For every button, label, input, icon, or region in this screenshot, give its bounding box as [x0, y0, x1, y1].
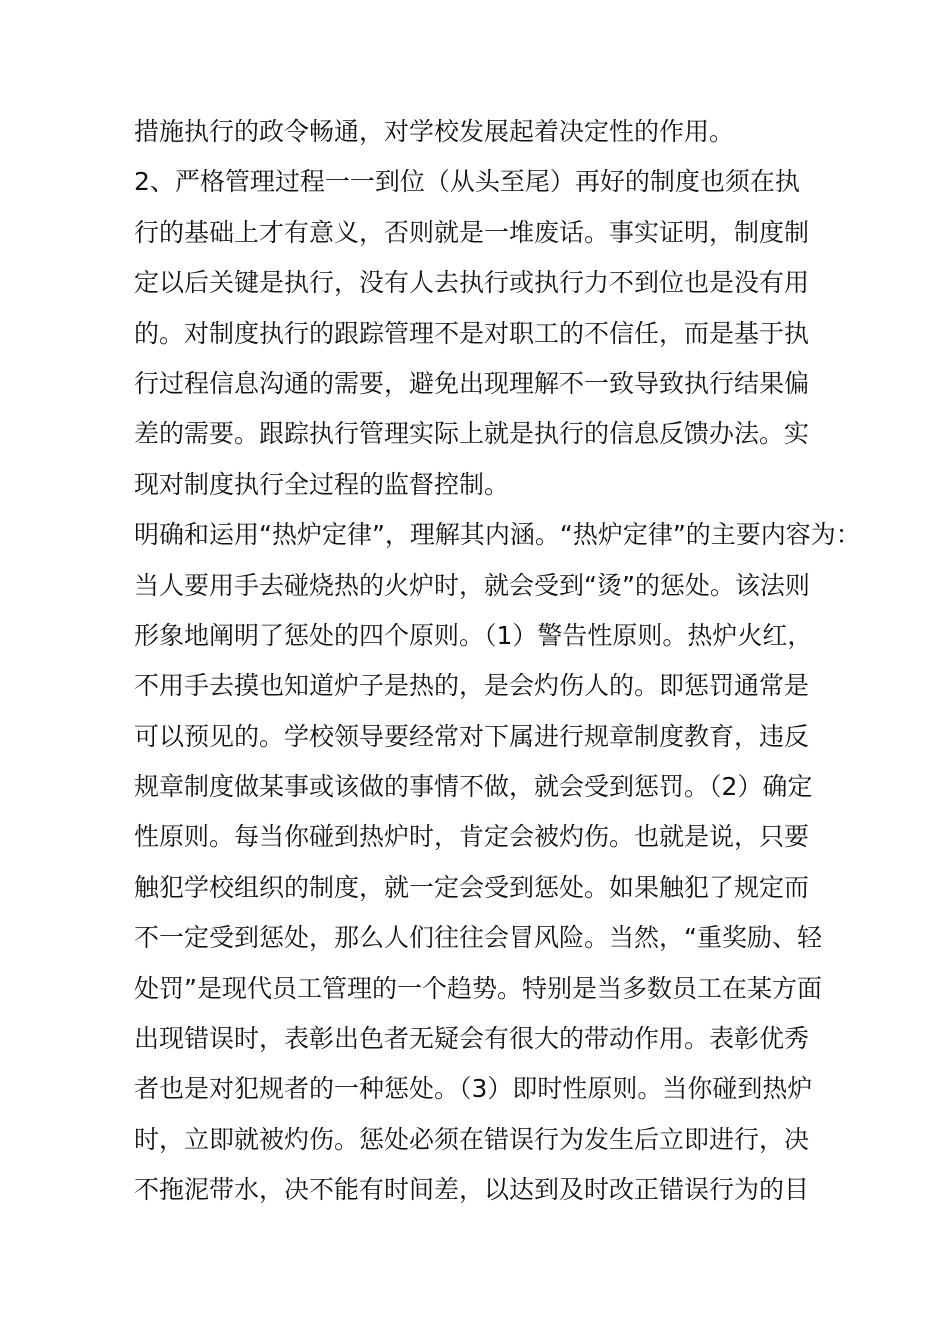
text-line: 的。对制度执行的跟踪管理不是对职工的不信任，而是基于执 [134, 318, 810, 348]
text-line: 出现错误时，表彰出色者无疑会有很大的带动作用。表彰优秀 [134, 1024, 810, 1054]
text-line: 可以预见的。学校领导要经常对下属进行规章制度教育，违反 [134, 721, 810, 751]
text-line: 处罚”是现代员工管理的一个趋势。特别是当多数员工在某方面 [134, 973, 822, 1003]
text-line: 现对制度执行全过程的监督控制。 [134, 469, 510, 499]
text-line: 者也是对犯规者的一种惩处。（3）即时性原则。当你碰到热炉 [134, 1074, 813, 1104]
document-body [134, 107, 861, 1216]
text-line: 措施执行的政令畅通，对学校发展起着决定性的作用。 [134, 117, 735, 146]
text-line: 明确和运用“热炉定律”，理解其内涵。“热炉定律”的主要内容为： [134, 520, 861, 550]
text-line: 时，立即就被灼伤。惩处必须在错误行为发生后立即进行，决 [134, 1124, 810, 1154]
text-line: 2、严格管理过程一一到位（从头至尾）再好的制度也须在执 [134, 167, 800, 197]
text-line: 不用手去摸也知道炉子是热的，是会灼伤人的。即惩罚通常是 [134, 671, 810, 701]
text-line: 当人要用手去碰烧热的火炉时，就会受到“烫”的惩处。该法则 [134, 570, 810, 600]
text-line: 性原则。每当你碰到热炉时，肯定会被灼伤。也就是说，只要 [134, 822, 810, 852]
text-line: 触犯学校组织的制度，就一定会受到惩处。如果触犯了规定而 [134, 872, 810, 902]
text-line: 定以后关键是执行，没有人去执行或执行力不到位也是没有用 [134, 268, 810, 298]
text-line: 规章制度做某事或该做的事情不做，就会受到惩罚。（2）确定 [134, 772, 813, 802]
text-line: 行的基础上才有意义，否则就是一堆废话。事实证明，制度制 [134, 217, 810, 247]
text-line: 不一定受到惩处，那么人们往往会冒风险。当然，“重奖励、轻 [134, 923, 822, 953]
text-line: 行过程信息沟通的需要，避免出现理解不一致导致执行结果偏 [134, 368, 810, 398]
text-line: 不拖泥带水，决不能有时间差，以达到及时改正错误行为的目 [134, 1175, 810, 1205]
text-line: 形象地阐明了惩处的四个原则。（1）警告性原则。热炉火红， [134, 620, 813, 650]
text-line: 差的需要。跟踪执行管理实际上就是执行的信息反馈办法。实 [134, 419, 810, 449]
